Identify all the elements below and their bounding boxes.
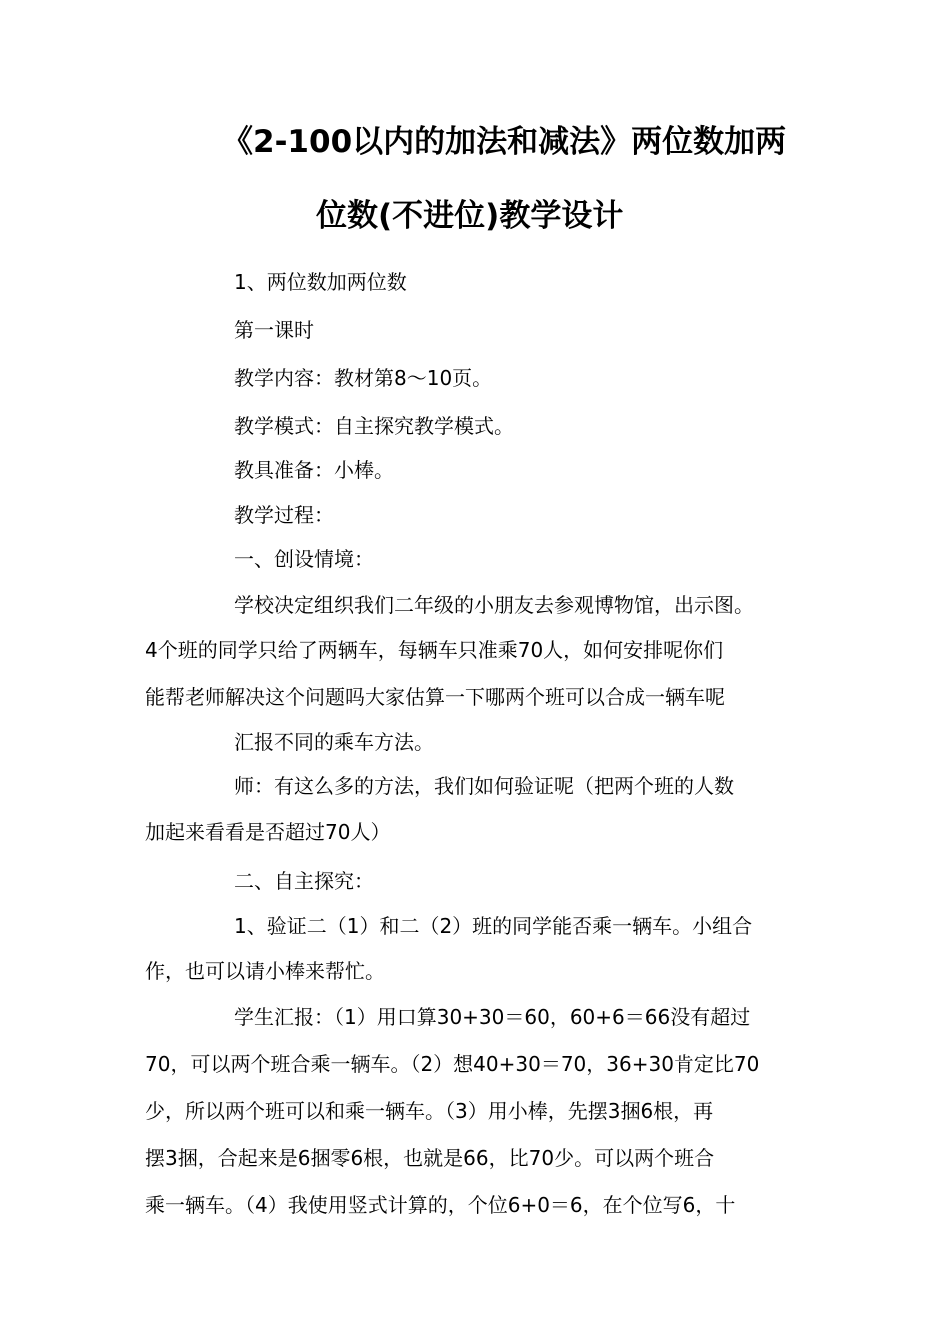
lesson-period: 第一课时: [234, 318, 314, 342]
paragraph-line: 70，可以两个班合乘一辆车。（2）想40+30＝70，36+30肯定比70: [145, 1052, 760, 1076]
step-two-heading: 二、自主探究：: [234, 869, 374, 893]
paragraph-line: 师：有这么多的方法，我们如何验证呢（把两个班的人数: [234, 774, 734, 798]
paragraph-line: 摆3捆，合起来是6捆零6根，也就是66，比70少。可以两个班合: [145, 1146, 715, 1170]
teaching-process: 教学过程：: [234, 503, 334, 527]
paragraph-line: 汇报不同的乘车方法。: [234, 730, 434, 754]
paragraph-line: 作，也可以请小棒来帮忙。: [145, 959, 385, 983]
paragraph-line: 学校决定组织我们二年级的小朋友去参观博物馆，出示图。: [234, 593, 754, 617]
teaching-content: 教学内容：教材第8～10页。: [234, 366, 493, 390]
paragraph-line: 学生汇报：（1）用口算30+30＝60，60+6＝66没有超过: [234, 1005, 751, 1029]
paragraph-line: 1、验证二（1）和二（2）班的同学能否乘一辆车。小组合: [234, 914, 753, 938]
paragraph-line: 4个班的同学只给了两辆车，每辆车只准乘70人，如何安排呢你们: [145, 638, 724, 662]
paragraph-line: 少，所以两个班可以和乘一辆车。（3）用小棒，先摆3捆6根，再: [145, 1099, 714, 1123]
paragraph-line: 能帮老师解决这个问题吗大家估算一下哪两个班可以合成一辆车呢: [145, 685, 725, 709]
step-one-heading: 一、创设情境：: [234, 547, 374, 571]
teaching-aids: 教具准备：小棒。: [234, 458, 394, 482]
document-title-line-2: 位数(不进位)教学设计: [316, 198, 624, 234]
paragraph-line: 乘一辆车。（4）我使用竖式计算的，个位6+0＝6，在个位写6，十: [145, 1193, 736, 1217]
section-heading: 1、两位数加两位数: [234, 270, 407, 294]
paragraph-line: 加起来看看是否超过70人）: [145, 820, 391, 844]
teaching-mode: 教学模式：自主探究教学模式。: [234, 414, 514, 438]
document-title-line-1: 《2-100以内的加法和减法》两位数加两: [222, 124, 787, 160]
